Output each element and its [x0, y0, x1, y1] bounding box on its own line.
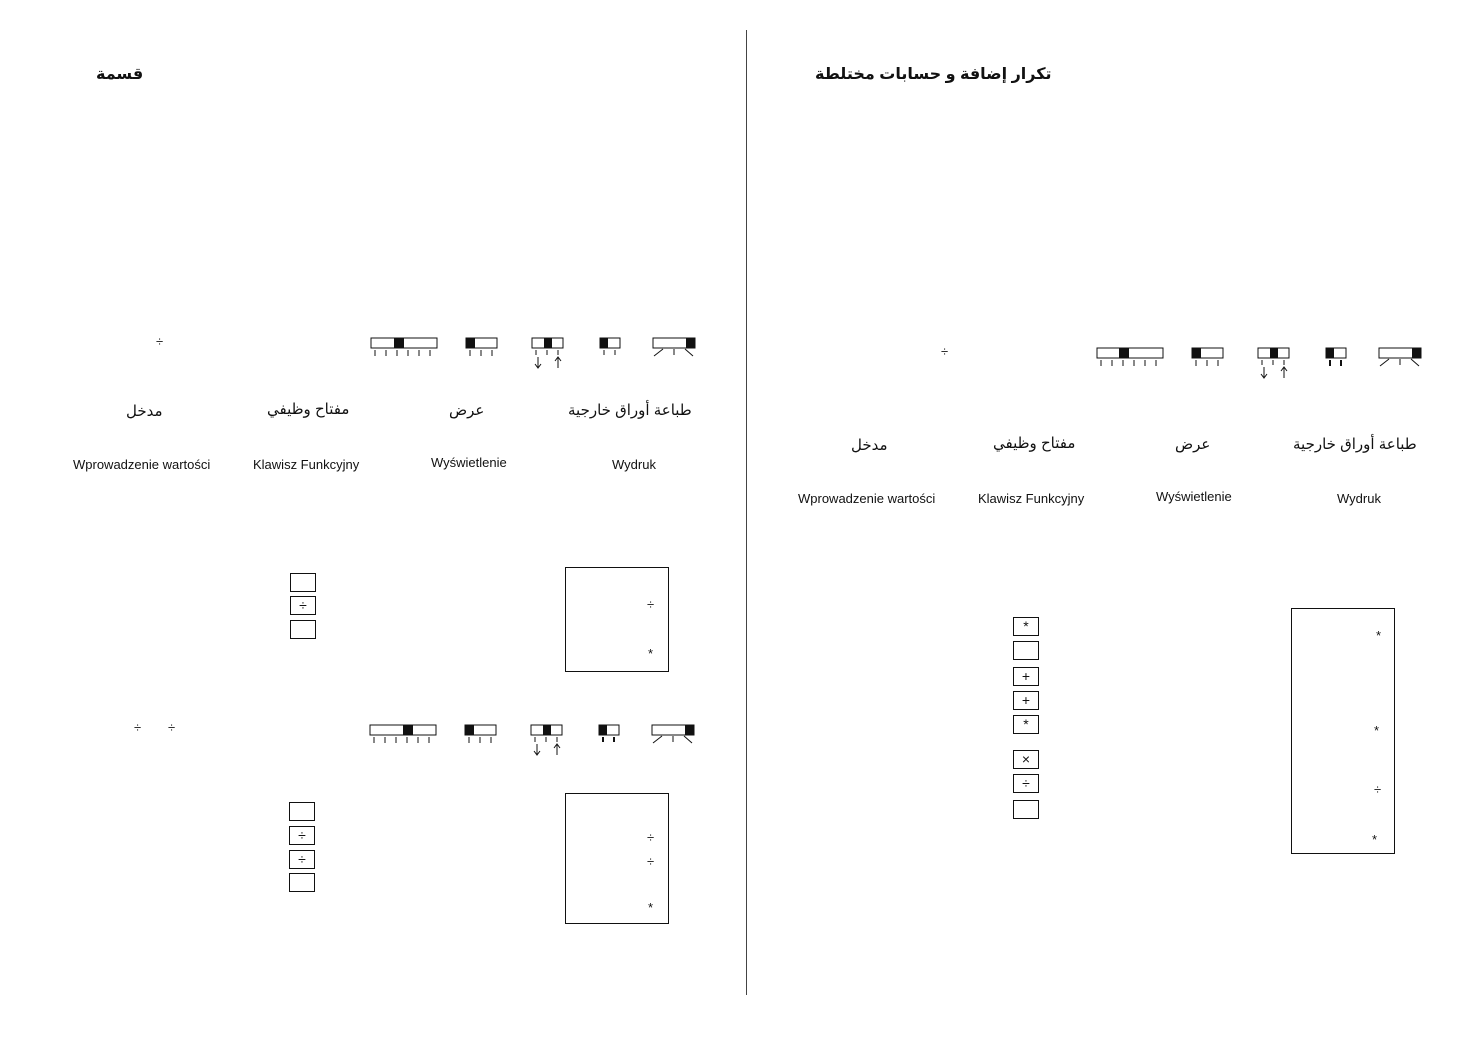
header-input-pl: Wprowadzenie wartości: [73, 457, 211, 472]
header-printout-ar: طباعة أوراق خارجية: [1293, 436, 1417, 453]
printout-mark: *: [648, 900, 654, 915]
decimal-selector-switch: [371, 338, 437, 356]
rounding-switch: [532, 338, 563, 368]
mode-switch: [465, 725, 496, 743]
function-key: [289, 802, 315, 821]
divide-key: ÷: [290, 596, 316, 615]
printout-mark: ÷: [647, 854, 655, 869]
total-key: *: [1013, 715, 1039, 734]
arrow-down-icon: [535, 357, 541, 368]
header-function-key-pl: Klawisz Funkcyjny: [978, 491, 1085, 506]
arrow-up-icon: [554, 744, 560, 755]
rounding-switch: [1258, 348, 1289, 378]
decimal-selector-switch: [1097, 348, 1163, 366]
plus-key: +: [1013, 691, 1039, 710]
total-key: *: [1013, 617, 1039, 636]
printout-mark: ÷: [647, 830, 655, 845]
operation-symbol: ÷: [156, 334, 164, 349]
function-key: [1013, 641, 1039, 660]
arrow-down-icon: [1261, 367, 1267, 378]
printout-mark: *: [1376, 628, 1382, 643]
header-display-pl: Wyświetlenie: [1156, 489, 1232, 504]
divide-key: ÷: [1013, 774, 1039, 793]
printout-mark: ÷: [647, 597, 655, 612]
item-count-switch: [1326, 348, 1346, 366]
header-printout-pl: Wydruk: [1337, 491, 1381, 506]
left-page-title: قسمة: [96, 66, 144, 83]
switch-row-1: [370, 337, 700, 371]
header-input-ar: مدخل: [851, 437, 888, 454]
mode-switch: [466, 338, 497, 356]
multiply-key: ×: [1013, 750, 1039, 769]
right-page-title: تكرار إضافة و حسابات مختلطة: [815, 66, 1052, 83]
item-count-switch: [600, 338, 620, 355]
header-input-pl: Wprowadzenie wartości: [798, 491, 936, 506]
arrow-down-icon: [534, 744, 540, 755]
print-switch: [653, 338, 695, 356]
header-input-ar: مدخل: [126, 403, 163, 420]
arrow-up-icon: [555, 357, 561, 368]
print-switch: [652, 725, 694, 743]
header-function-key-pl: Klawisz Funkcyjny: [253, 457, 360, 472]
printout-tape: [565, 567, 669, 672]
plus-key: +: [1013, 667, 1039, 686]
mode-switch: [1192, 348, 1223, 366]
function-key: [290, 573, 316, 592]
printout-mark: *: [648, 646, 654, 661]
switch-row-right: [1096, 347, 1426, 381]
function-key: [1013, 800, 1039, 819]
arrow-up-icon: [1281, 367, 1287, 378]
print-switch: [1379, 348, 1421, 366]
header-printout-pl: Wydruk: [612, 457, 656, 472]
decimal-selector-switch: [370, 725, 436, 743]
operation-symbol: ÷: [134, 720, 142, 735]
function-key: [290, 620, 316, 639]
header-function-key-ar: مفتاح وظيفي: [267, 401, 350, 418]
divide-key: ÷: [289, 850, 315, 869]
operation-symbol: ÷: [168, 720, 176, 735]
switch-row-2: [369, 724, 699, 758]
printout-mark: *: [1372, 832, 1378, 847]
rounding-switch: [531, 725, 562, 755]
header-function-key-ar: مفتاح وظيفي: [993, 435, 1076, 452]
item-count-switch: [599, 725, 619, 742]
printout-tape: [565, 793, 669, 924]
divide-key: ÷: [289, 826, 315, 845]
printout-tape: [1291, 608, 1395, 854]
function-key: [289, 873, 315, 892]
header-display-pl: Wyświetlenie: [431, 455, 507, 470]
header-display-ar: عرض: [1175, 436, 1211, 453]
printout-mark: ÷: [1374, 782, 1382, 797]
operation-symbol: ÷: [941, 344, 949, 359]
printout-mark: *: [1374, 723, 1380, 738]
header-display-ar: عرض: [449, 402, 485, 419]
header-printout-ar: طباعة أوراق خارجية: [568, 402, 692, 419]
page-divider: [746, 30, 747, 995]
